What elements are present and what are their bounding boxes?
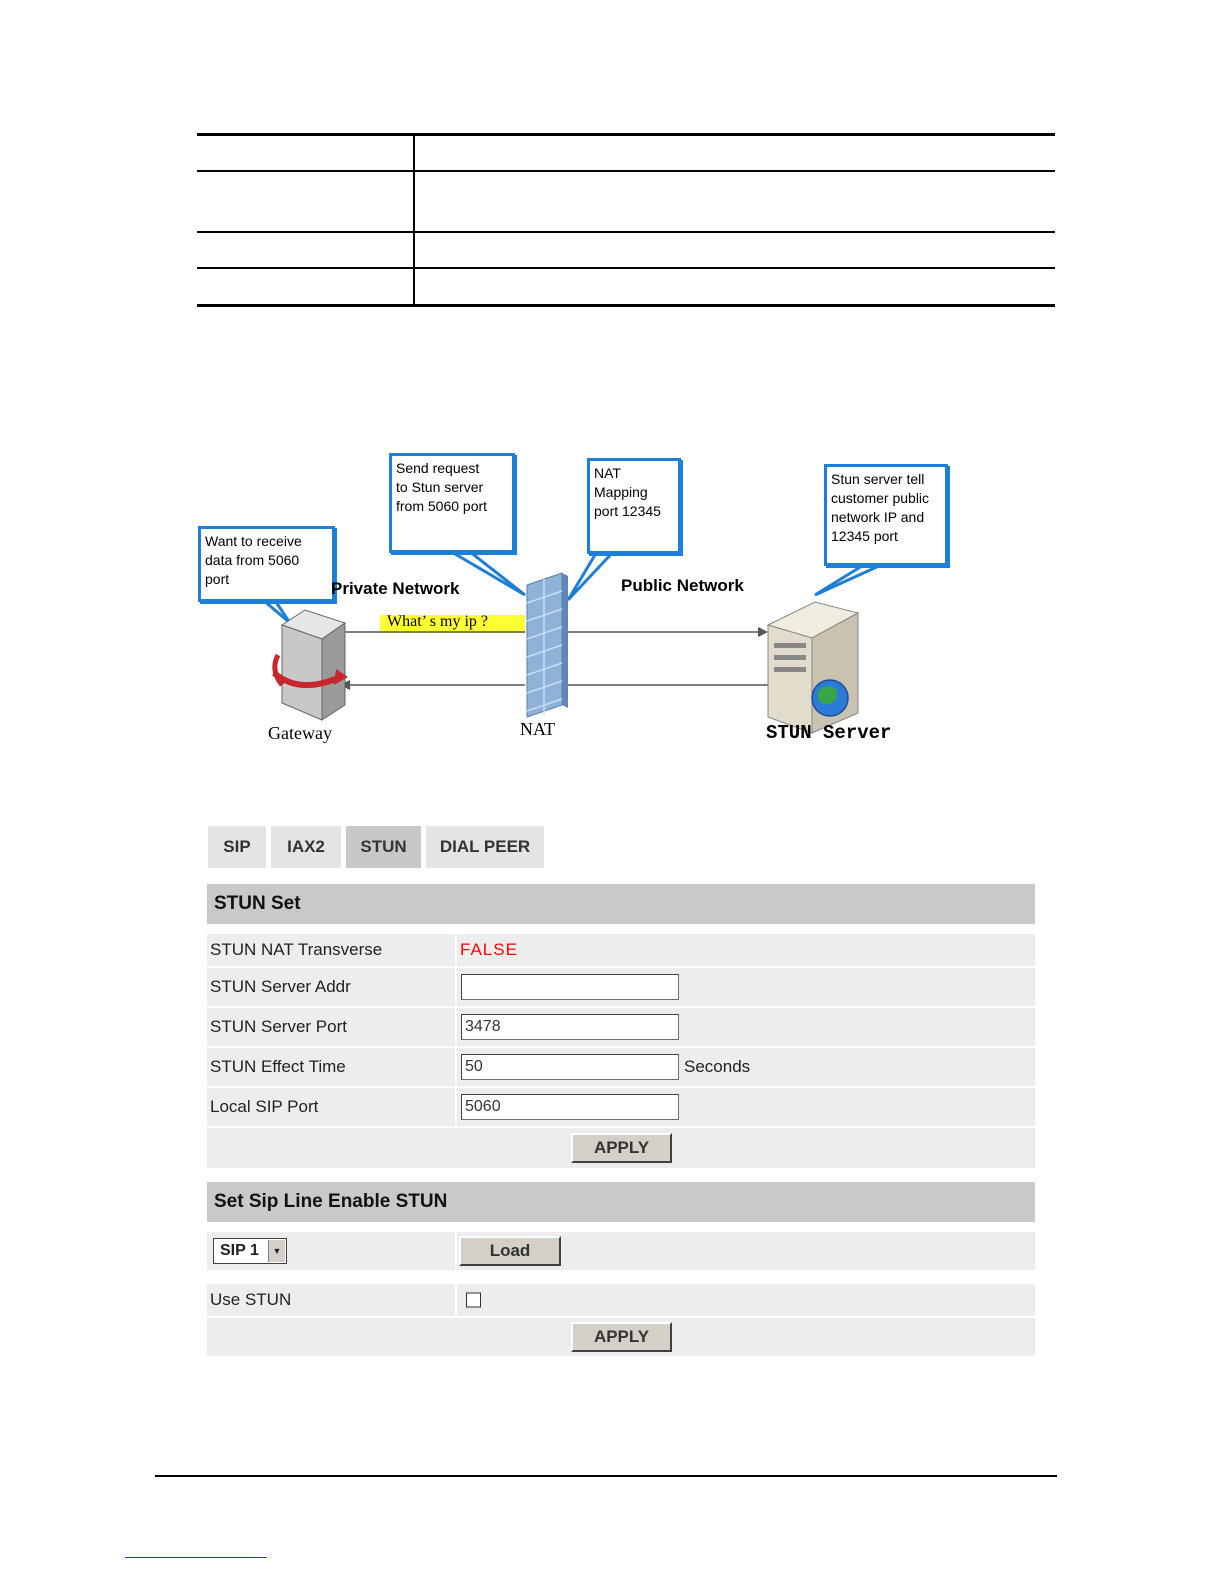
tab-stun[interactable]: STUN: [346, 826, 421, 868]
nat-transverse-value: FALSE: [460, 940, 518, 959]
callout-receive: Want to receive data from 5060 port: [198, 526, 335, 602]
tab-dial-peer[interactable]: DIAL PEER: [426, 826, 544, 868]
callout-send-request: Send request to Stun server from 5060 port: [389, 453, 515, 553]
server-addr-label: STUN Server Addr: [210, 977, 351, 996]
local-sip-port-input[interactable]: [461, 1094, 679, 1120]
apply-button-2[interactable]: APPLY: [571, 1322, 672, 1352]
local-sip-port-label: Local SIP Port: [210, 1097, 319, 1116]
row-use-stun: [207, 1284, 1035, 1316]
use-stun-checkbox[interactable]: [466, 1293, 481, 1308]
callout-stun-tell: Stun server tell customer public network IP and 12345 port: [824, 464, 948, 566]
sip-line-header: Set Sip Line Enable STUN: [207, 1182, 1035, 1222]
effect-time-unit: Seconds: [684, 1057, 751, 1076]
public-network-label: Public Network: [621, 576, 744, 595]
table-rule: [197, 304, 1055, 307]
row-local-sip-port: [207, 1088, 1035, 1126]
stun-server-label: STUN Server: [766, 722, 892, 744]
gateway-label: Gateway: [268, 723, 332, 743]
sip-line-select-value: SIP 1: [220, 1242, 259, 1259]
server-icon: [768, 602, 858, 733]
callout-nat-mapping: NAT Mapping port 12345: [587, 458, 681, 554]
row-nat-transverse: [207, 934, 1035, 966]
row-server-port: [207, 1008, 1035, 1046]
use-stun-label: Use STUN: [210, 1290, 292, 1309]
table-column-divider: [413, 133, 415, 307]
gateway-icon: [274, 610, 348, 720]
question-label: What’ s my ip ?: [387, 613, 489, 630]
table-rule: [197, 170, 1055, 172]
footer-rule: [155, 1475, 1057, 1477]
effect-time-label: STUN Effect Time: [210, 1057, 346, 1076]
tab-sip[interactable]: SIP: [208, 826, 266, 868]
arrow-head: [758, 627, 768, 637]
stun-set-header: STUN Set: [207, 884, 1035, 924]
server-addr-input[interactable]: [461, 974, 679, 1000]
table-rule: [197, 231, 1055, 233]
server-port-label: STUN Server Port: [210, 1017, 347, 1036]
callout-tail: [815, 561, 890, 595]
chevron-down-icon[interactable]: ▼: [268, 1240, 285, 1262]
tab-iax2[interactable]: IAX2: [271, 826, 341, 868]
footer-link-underline[interactable]: [125, 1557, 267, 1558]
table-rule: [197, 267, 1055, 269]
effect-time-input[interactable]: [461, 1054, 679, 1080]
callout-tail: [568, 550, 615, 600]
nat-label: NAT: [520, 719, 555, 739]
row-sip-line-select: [207, 1232, 1035, 1270]
row-apply: [207, 1128, 1035, 1168]
table-rule: [197, 133, 1055, 136]
row-server-addr: [207, 968, 1035, 1006]
firewall-icon: [527, 573, 568, 717]
row-apply-2: [207, 1318, 1035, 1356]
row-effect-time: [207, 1048, 1035, 1086]
apply-button[interactable]: APPLY: [571, 1133, 672, 1163]
sip-line-select[interactable]: [213, 1238, 287, 1264]
nat-transverse-label: STUN NAT Transverse: [210, 940, 383, 959]
stun-diagram: [190, 445, 970, 765]
server-port-input[interactable]: [461, 1014, 679, 1040]
private-network-label: Private Network: [331, 579, 460, 598]
load-button[interactable]: Load: [459, 1236, 561, 1266]
